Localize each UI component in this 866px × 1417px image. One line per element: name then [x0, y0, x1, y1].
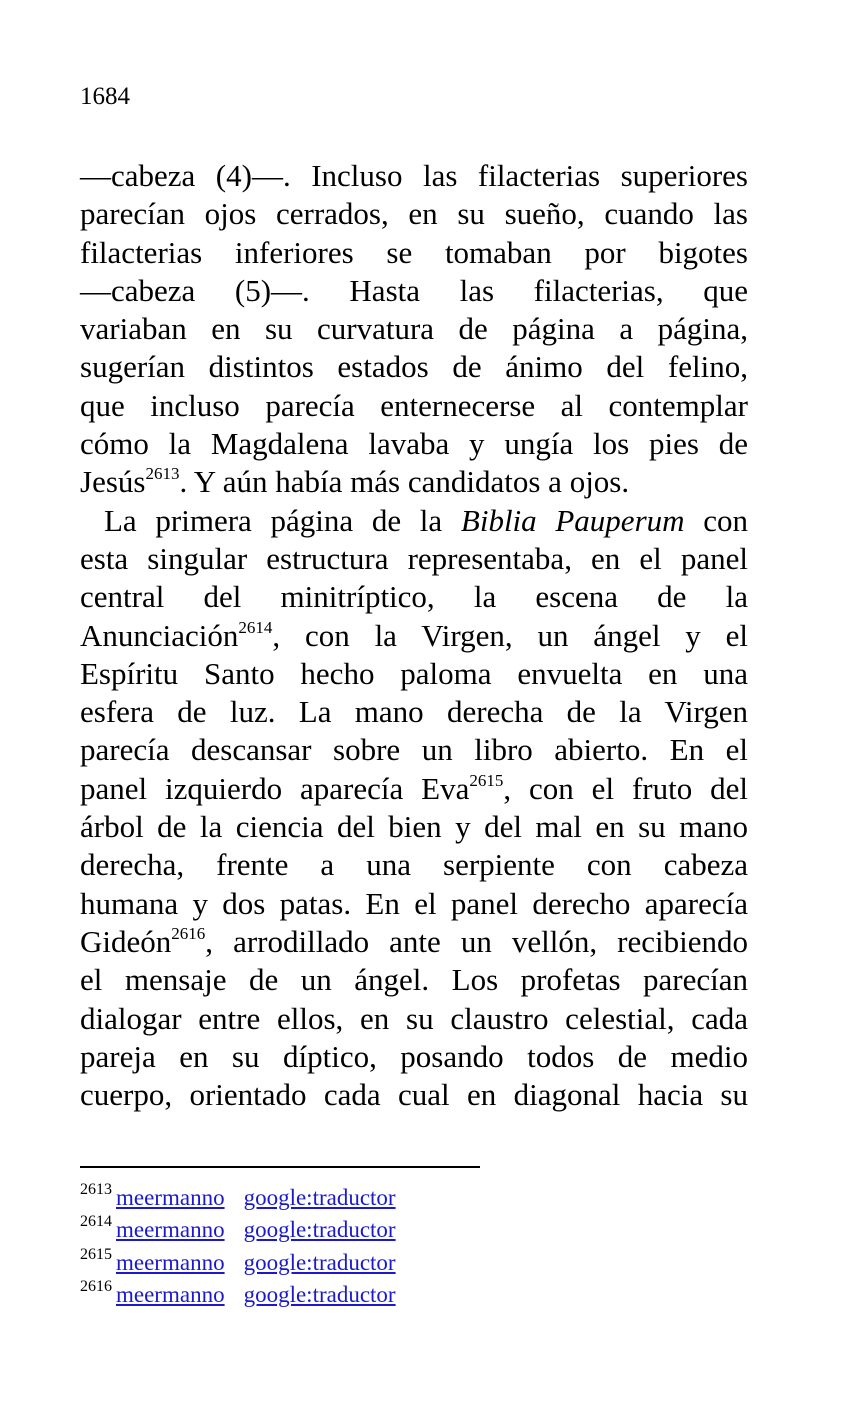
meermanno-link[interactable]: meermanno [116, 1217, 225, 1243]
text-line [80, 463, 748, 501]
text-line: filacterias inferiores se tomaban por bigotes [80, 234, 748, 270]
footnote-reference[interactable]: 2616 [171, 923, 206, 943]
meermanno-link[interactable]: meermanno [116, 1249, 225, 1275]
text-line: parecía descansar sobre un libro abierto. En el [80, 732, 748, 768]
footnotes [80, 1182, 396, 1311]
text-line: cómo la Magdalena lavaba y ungía los pies de [80, 426, 748, 462]
italic-title: Biblia Pauperum [460, 502, 685, 538]
text-line: esta singular estructura representaba, en el panel [80, 540, 748, 576]
text-line: central del minitríptico, la escena de la [80, 579, 748, 615]
footnote-number: 2615 [80, 1245, 112, 1263]
footnote [80, 1247, 396, 1279]
text-fragment: Anunciación [80, 617, 239, 653]
text-line: esfera de luz. La mano derecha de la Virgen [80, 694, 748, 730]
google-translator-link[interactable]: google:traductor [243, 1249, 396, 1275]
text-fragment: , con el fruto del [503, 770, 748, 806]
text-line: dialogar entre ellos, en su claustro celestial, cada [80, 1000, 748, 1036]
text-line: que incluso parecía enternecerse al contemplar [80, 387, 748, 423]
text-line [80, 923, 748, 961]
footnote-number: 2614 [80, 1213, 112, 1231]
text-line: cuerpo, orientado cada cual en diagonal hacia su [80, 1077, 748, 1113]
text-line: árbol de la ciencia del bien y del mal en su mano [80, 809, 748, 845]
footnote-reference[interactable]: 2614 [238, 617, 273, 637]
text-line: sugerían distintos estados de ánimo del felino, [80, 349, 748, 385]
text-fragment: , con la Virgen, un ángel y el [272, 617, 748, 653]
footnote [80, 1279, 396, 1311]
footnote-reference[interactable]: 2613 [145, 464, 180, 484]
footnote [80, 1182, 396, 1214]
text-fragment: . Y aún había más candidatos a ojos. [179, 464, 630, 500]
text-line: Espíritu Santo hecho paloma envuelta en una [80, 655, 748, 691]
meermanno-link[interactable]: meermanno [116, 1185, 225, 1210]
google-translator-link[interactable]: google:traductor [243, 1217, 396, 1243]
body-text [80, 157, 748, 1114]
page-number: 1684 [80, 83, 130, 110]
text-fragment: , arrodillado ante un vellón, recibiendo [205, 923, 748, 959]
footnote-reference[interactable]: 2615 [469, 770, 504, 790]
text-fragment: con [684, 502, 748, 538]
text-line: —cabeza (5)—. Hasta las filacterias, que [80, 272, 748, 308]
google-translator-link[interactable]: google:traductor [243, 1185, 396, 1210]
text-line [80, 617, 748, 655]
text-line: variaban en su curvatura de página a página, [80, 311, 748, 347]
text-line: el mensaje de un ángel. Los profetas parecían [80, 962, 748, 998]
meermanno-link[interactable]: meermanno [116, 1281, 225, 1307]
text-line: parecían ojos cerrados, en su sueño, cuando las [80, 196, 748, 232]
text-fragment: La primera página de la [104, 502, 461, 538]
footnote-number: 2613 [80, 1181, 112, 1198]
text-fragment: panel izquierdo aparecía Eva [80, 770, 470, 806]
text-line: humana y dos patas. En el panel derecho aparecía [80, 885, 748, 921]
footnote-divider [80, 1166, 480, 1168]
footnote [80, 1214, 396, 1246]
footnote-number: 2616 [80, 1277, 112, 1295]
text-line [80, 502, 748, 540]
text-line: derecha, frente a una serpiente con cabeza [80, 847, 748, 883]
text-fragment: Gideón [80, 923, 172, 959]
text-fragment: Jesús [80, 464, 146, 500]
text-line: —cabeza (4)—. Incluso las filacterias superiores [80, 158, 748, 193]
google-translator-link[interactable]: google:traductor [243, 1281, 396, 1307]
text-line [80, 770, 748, 808]
text-line: pareja en su díptico, posando todos de medio [80, 1038, 748, 1074]
